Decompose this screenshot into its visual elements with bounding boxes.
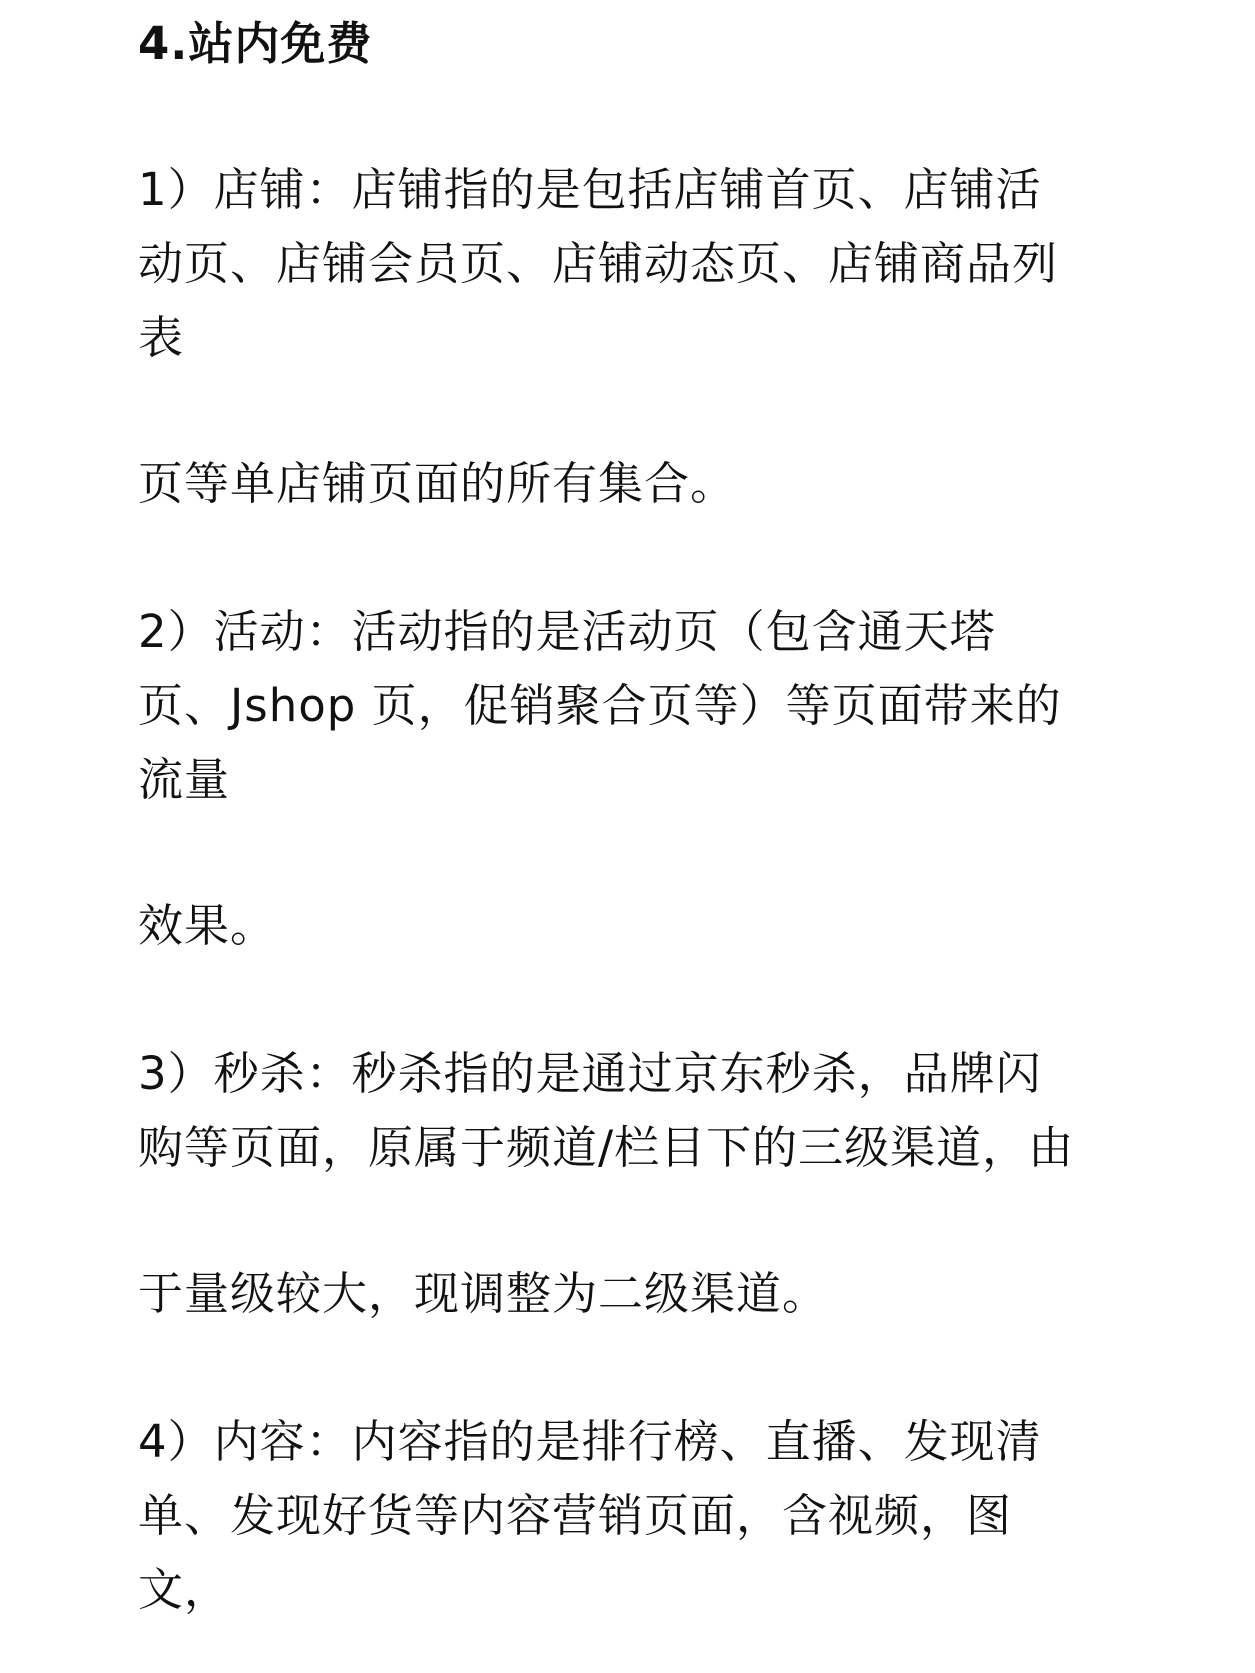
paragraph-7-line-1: 4）内容：内容指的是排行榜、直播、发现清 bbox=[138, 1415, 1042, 1468]
paragraph-7-line-2: 单、发现好货等内容营销页面，含视频，图 bbox=[138, 1489, 1013, 1542]
paragraph-1-line-3: 表 bbox=[138, 311, 185, 364]
paragraph-6-line-1: 于量级较大，现调整为二级渠道。 bbox=[138, 1267, 829, 1320]
paragraph-2-line-1: 页等单店铺页面的所有集合。 bbox=[138, 457, 737, 510]
paragraph-3-line-1: 2）活动：活动指的是活动页（包含通天塔 bbox=[138, 605, 996, 658]
paragraph-5-line-2: 购等页面，原属于频道/栏目下的三级渠道，由 bbox=[138, 1121, 1075, 1174]
section-heading: 4.站内免费 bbox=[138, 17, 373, 70]
paragraph-3-line-2: 页、Jshop 页，促销聚合页等）等页面带来的 bbox=[138, 679, 1062, 732]
paragraph-4-line-1: 效果。 bbox=[138, 899, 277, 952]
paragraph-1-line-2: 动页、店铺会员页、店铺动态页、店铺商品列 bbox=[138, 237, 1059, 290]
paragraph-1-line-1: 1）店铺：店铺指的是包括店铺首页、店铺活 bbox=[138, 163, 1042, 216]
paragraph-7-line-3: 文， bbox=[138, 1563, 231, 1616]
paragraph-5-line-1: 3）秒杀：秒杀指的是通过京东秒杀，品牌闪 bbox=[138, 1047, 1042, 1100]
paragraph-3-line-3: 流量 bbox=[138, 753, 231, 806]
